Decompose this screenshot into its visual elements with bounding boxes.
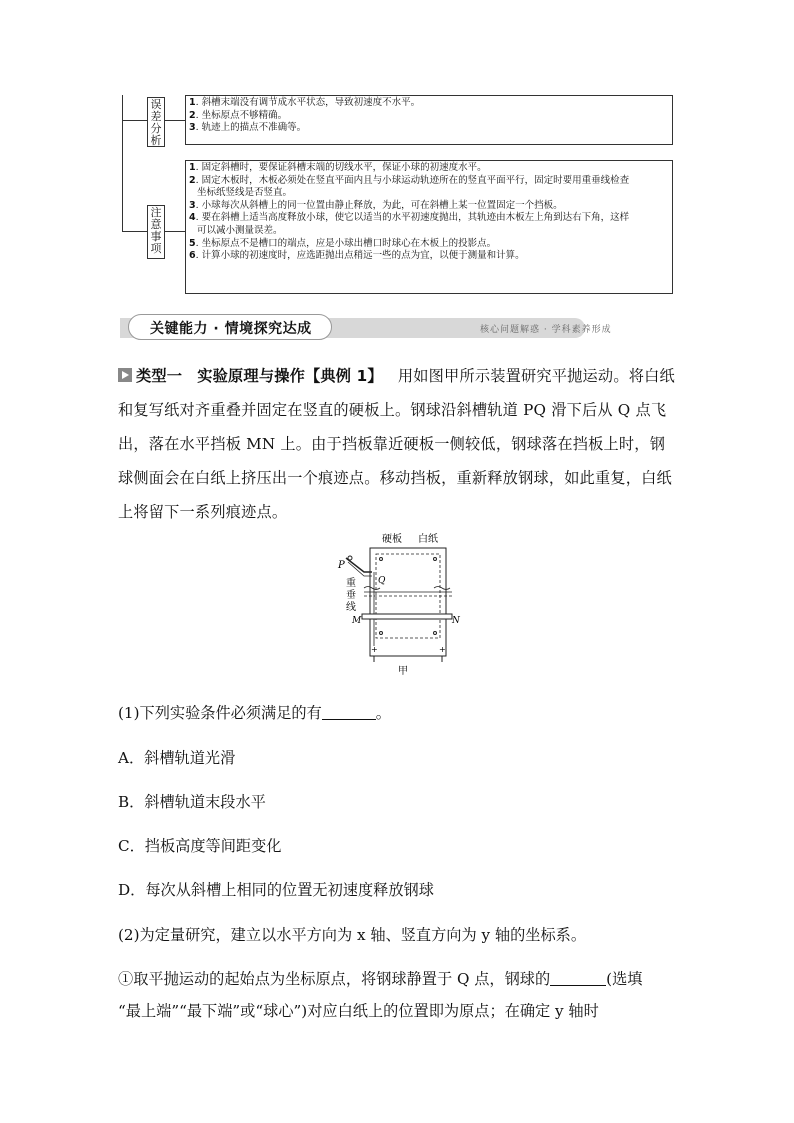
tag-precautions: 注意事项: [147, 205, 165, 259]
label-plumb-2: 垂: [346, 590, 356, 601]
pin-mark: +: [371, 645, 378, 654]
problem-text: 用如图甲所示装置研究平抛运动。将白纸和复写纸对齐重叠并固定在竖直的硬板上。钢球沿斜槽轨道 PQ 滑下后从 Q 点飞出，落在水平挡板 MN 上。由于挡板靠近硬板一侧较低，钢球落在挡板上时，钢球侧面会在白纸上挤压出一个痕迹点。移动挡板，重新释放钢球，如此重复，白纸上将留下一系列痕迹点。: [118, 367, 675, 521]
pin-icon: [380, 632, 383, 635]
list-item: 4. 要在斜槽上适当高度释放小球，使它以适当的水平初速度抛出，其轨迹由木板左上角到达右下角，这样: [189, 212, 630, 224]
answer-blank[interactable]: [322, 705, 376, 720]
hard-board: [370, 548, 446, 656]
list-item: 3. 轨迹上的描点不准确等。: [189, 122, 307, 134]
tag-error-analysis: 误差分析: [147, 97, 165, 147]
label-plumb-1: 重: [346, 578, 356, 589]
label-q: Q: [378, 576, 386, 586]
problem-intro: [118, 359, 678, 529]
precautions-box: [185, 160, 673, 294]
tree-branch-1: [122, 120, 147, 121]
list-item-continuation: 可以减小测量误差。: [197, 224, 283, 236]
list-item: 1. 固定斜槽时，要保证斜槽末端的切线水平，保证小球的初速度水平。: [189, 162, 487, 173]
type-label: 类型一: [136, 367, 183, 385]
question-1-text: (1)下列实验条件必须满足的有: [118, 704, 322, 722]
label-board: 硬板: [382, 534, 402, 545]
answer-blank[interactable]: [550, 971, 606, 986]
question-2a-line-2: “最上端”“最下端”或“球心”)对应白纸上的位置即为原点；在确定 y 轴时: [118, 1002, 599, 1020]
type-name: 实验原理与操作【典例 1】: [197, 367, 383, 385]
list-item: 2. 固定木板时，木板必须处在竖直平面内且与小球运动轨迹所在的竖直平面平行，固定时要用重垂线检查: [189, 174, 630, 186]
list-item: 1. 斜槽末端没有调节成水平状态，导致初速度不水平。: [189, 97, 421, 108]
banner-title: 关键能力 · 情境探究达成: [150, 321, 312, 337]
error-analysis-box: [185, 95, 673, 145]
label-paper: 白纸: [418, 534, 438, 545]
ball-icon: [348, 556, 352, 560]
list-item: 3. 小球每次从斜槽上的同一位置由静止释放，为此，可在斜槽上某一位置固定一个挡板。: [189, 199, 563, 211]
option-b: B．斜槽轨道末段水平: [118, 793, 266, 811]
option-c: C．挡板高度等间距变化: [118, 837, 282, 855]
question-2a-hint: (选填: [606, 970, 643, 988]
apparatus-figure: [330, 528, 470, 678]
pin-icon: [434, 558, 437, 561]
label-p: P: [338, 560, 345, 571]
option-d: D．每次从斜槽上相同的位置无初速度释放钢球: [118, 881, 434, 899]
banner-subtitle: 核心问题解惑 · 学科素养形成: [480, 325, 612, 335]
question-2: (2)为定量研究，建立以水平方向为 x 轴、竖直方向为 y 轴的坐标系。: [118, 926, 587, 944]
question-2a-line-1: [118, 968, 642, 989]
question-2a-text: ①取平抛运动的起始点为坐标原点，将钢球静置于 Q 点，钢球的: [118, 970, 551, 988]
break-mark: [364, 587, 450, 590]
label-m: M: [352, 616, 362, 626]
label-n: N: [452, 616, 460, 626]
connector-2: [165, 231, 185, 232]
connector-1: [165, 120, 185, 121]
question-1: [118, 702, 391, 723]
baffle-mn: [362, 614, 452, 619]
tree-branch-2: [122, 231, 147, 232]
pin-mark: +: [439, 645, 446, 654]
list-item-continuation: 坐标纸竖线是否竖直。: [197, 187, 293, 199]
option-a: A．斜槽轨道光滑: [118, 749, 236, 767]
list-item: 6. 计算小球的初速度时，应选距抛出点稍远一些的点为宜，以便于测量和计算。: [189, 250, 525, 262]
tree-trunk: [122, 95, 123, 232]
pin-icon: [434, 632, 437, 635]
list-item: 2. 坐标原点不够精确。: [189, 109, 288, 121]
question-1-end: 。: [375, 704, 391, 722]
figure-caption: 甲: [398, 666, 408, 677]
play-icon: [118, 368, 132, 382]
list-item: 5. 坐标原点不是槽口的端点，应是小球出槽口时球心在木板上的投影点。: [189, 237, 497, 249]
pin-icon: [380, 558, 383, 561]
label-plumb-3: 线: [346, 602, 356, 613]
